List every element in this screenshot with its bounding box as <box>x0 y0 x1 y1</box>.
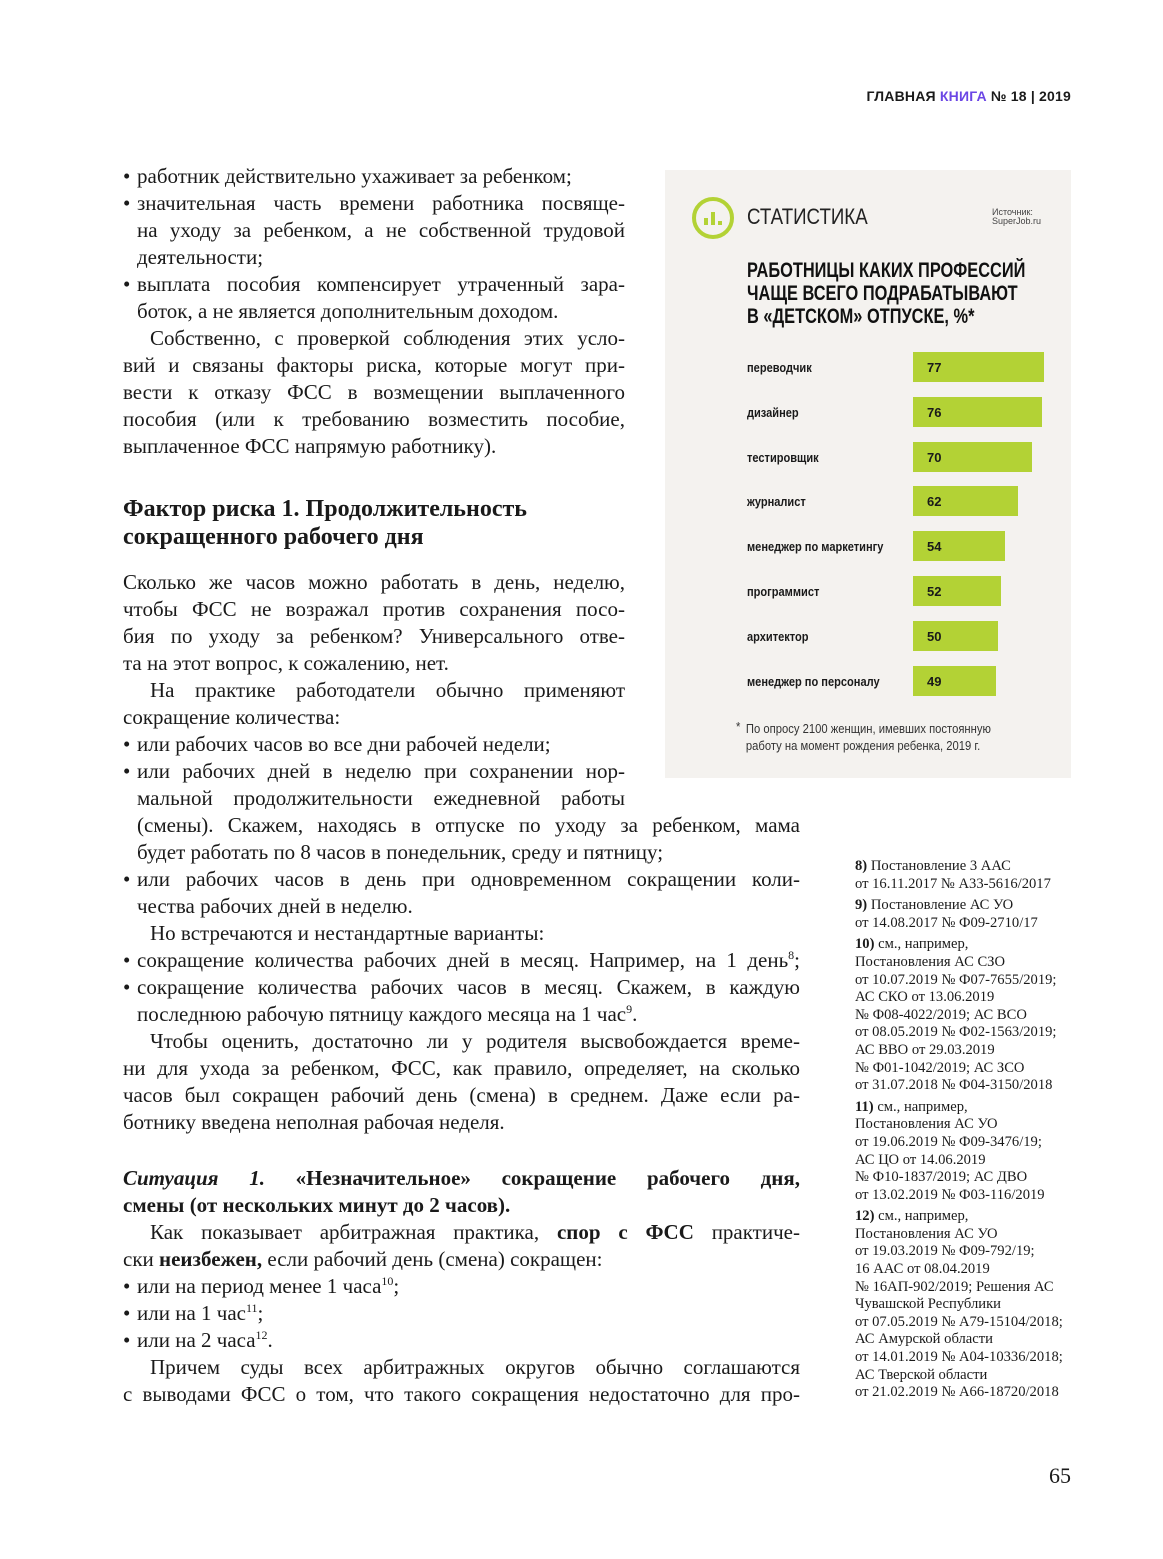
text-line <box>123 352 625 379</box>
text-run: сокращение количества рабочих дней в месяц. Например, на 1 день <box>137 948 789 972</box>
bar-value-label: 52 <box>927 584 942 599</box>
footnote-line: АС ВВО от 29.03.2019 <box>855 1041 995 1058</box>
footnote <box>855 936 1080 1094</box>
text-run: или на 1 час <box>137 1301 246 1325</box>
footnote-number: 10) <box>855 936 875 953</box>
bar-chart-circle-icon <box>692 197 734 239</box>
footnote <box>855 1208 1080 1402</box>
footnote-number: 11) <box>855 1098 874 1115</box>
bar-value-label: 62 <box>927 494 942 510</box>
text-run: . <box>632 1002 638 1026</box>
footnote-number: 12) <box>855 1208 875 1225</box>
bar-row <box>665 397 1071 427</box>
text-run: бия по уходу за ребенком? Универсального отве- <box>123 624 625 648</box>
text-line <box>123 731 625 758</box>
chart-footnote-line: По опросу 2100 женщин, имевших постоянную <box>745 722 991 736</box>
text-run: часов был сокращен рабочий день (смена) в среднем. Даже если ра- <box>123 1083 800 1107</box>
footnote-line: от 07.05.2019 № А79-15104/2018; <box>855 1313 1063 1330</box>
text-run: Но встречаются и нестандартные варианты: <box>150 921 545 945</box>
text-line <box>137 893 800 920</box>
text-run: ботнику введена неполная рабочая неделя. <box>123 1110 505 1134</box>
text-run: или рабочих дней в неделю при сохранении нор- <box>137 759 625 783</box>
text-line <box>123 1028 800 1055</box>
text-run: Чтобы оценить, достаточно ли у родителя высвобождается време- <box>150 1029 800 1053</box>
footnote-line: Постановление АС УО <box>870 897 1014 914</box>
footnote-line: Постановления АС СЗО <box>855 953 1006 970</box>
bar-label: дизайнер <box>747 404 799 420</box>
text-run: или рабочих часов в день при одновременном сокращении коли- <box>137 867 800 891</box>
footnote-line: Чувашской Республики <box>855 1296 1001 1313</box>
footnote-line: от 31.07.2018 № Ф04-3150/2018 <box>855 1077 1053 1094</box>
text-run: Причем суды всех арбитражных округов обычно соглашаются <box>150 1355 800 1379</box>
text-line <box>123 1165 800 1192</box>
text-line <box>123 677 625 704</box>
text-line <box>137 1001 800 1028</box>
text-line <box>123 1300 800 1327</box>
text-line <box>123 379 625 406</box>
text-run: Собственно, с проверкой соблюдения этих усло- <box>150 326 625 350</box>
bar-label: менеджер по персоналу <box>747 673 880 689</box>
footnote-line: от 14.08.2017 № Ф09-2710/17 <box>855 914 1038 931</box>
footnote-line: от 16.11.2017 № А33-5616/2017 <box>855 875 1051 892</box>
text-line <box>123 974 800 1001</box>
bar-label: программист <box>747 584 820 599</box>
text-line <box>137 217 625 244</box>
text-run: чества рабочих дней в неделю. <box>137 894 413 918</box>
bar-label: тестировщик <box>747 449 819 465</box>
text-line <box>123 271 625 298</box>
text-run: Как показывает арбитражная практика, <box>150 1220 557 1244</box>
footnote-ref[interactable]: 11 <box>245 1301 258 1315</box>
text-line <box>123 190 625 217</box>
text-line <box>123 920 800 947</box>
text-line <box>123 866 800 893</box>
footnote-line: АС СКО от 13.06.2019 <box>855 989 995 1006</box>
bar-row <box>665 531 1071 561</box>
bar <box>913 666 996 696</box>
bar-row <box>665 666 1071 696</box>
text-line <box>123 1327 800 1354</box>
bar-label: журналист <box>747 494 806 510</box>
footnote-line: от 13.02.2019 № Ф03-116/2019 <box>855 1186 1045 1203</box>
bar-label: переводчик <box>747 360 812 375</box>
footnote-line: от 19.06.2019 № Ф09-3476/19; <box>855 1133 1042 1150</box>
text-line <box>137 298 625 325</box>
text-run: выплата пособия компенсирует утраченный зара- <box>137 272 625 296</box>
text-line <box>123 758 625 785</box>
text-run: «Незначительное» сокращение рабочего дня, <box>264 1166 801 1190</box>
text-line <box>123 1381 800 1408</box>
footnote-marker: * <box>736 720 741 734</box>
footnote <box>855 1099 1080 1205</box>
text-run: ; <box>393 1274 400 1298</box>
text-run: сокращение количества рабочих часов в месяц. Скажем, в каждую <box>137 975 800 999</box>
text-run: или на 2 часа <box>137 1328 256 1352</box>
text-run: мальной продолжительности ежедневной работы <box>137 786 625 810</box>
text-line <box>123 406 625 433</box>
page-number: 65 <box>1049 1463 1071 1488</box>
statistics-box <box>665 170 1071 778</box>
bar-row <box>665 576 1071 606</box>
footnote-ref[interactable]: 9 <box>626 1002 633 1016</box>
text-run: если рабочий день (смена) сокращен: <box>262 1247 603 1271</box>
bar <box>913 621 998 651</box>
text-run: последнюю рабочую пятницу каждого месяца на 1 час <box>137 1002 627 1026</box>
footnotes <box>855 858 1080 1406</box>
text-run: чтобы ФСС не возражал против сохранения посо- <box>123 597 625 621</box>
chart-footnote <box>736 721 991 755</box>
text-line <box>137 839 800 866</box>
chart-title-line: В «ДЕТСКОМ» ОТПУСКЕ, %* <box>747 305 975 328</box>
text-run: деятельности; <box>137 245 264 269</box>
text-run: неизбежен, <box>159 1247 263 1271</box>
text-run: выплаченное ФСС напрямую работнику). <box>123 434 497 458</box>
text-run: пособия (или к требованию возместить пособие, <box>123 407 625 431</box>
footnote-line: № 16АП-902/2019; Решения АС <box>855 1278 1054 1295</box>
text-line <box>123 433 625 460</box>
text-run: Сколько же часов можно работать в день, неделю, <box>123 570 625 594</box>
text-run: ски <box>123 1247 160 1271</box>
footnote-ref[interactable]: 12 <box>255 1328 268 1342</box>
footnote-line: см., например, <box>878 1208 969 1225</box>
text-run: та на этот вопрос, к сожалению, нет. <box>123 651 449 675</box>
text-line <box>123 325 625 352</box>
footnote-line: АС ЦО от 14.06.2019 <box>855 1151 986 1168</box>
text-line <box>123 163 625 190</box>
footnote-line: от 08.05.2019 № Ф02-1563/2019; <box>855 1024 1057 1041</box>
text-line <box>123 1192 800 1219</box>
footnote-ref[interactable]: 10 <box>381 1274 394 1288</box>
footnote-line: 16 ААС от 08.04.2019 <box>855 1261 990 1278</box>
text-run: вести к отказу ФСС в возмещении выплаченного <box>123 380 625 404</box>
footnote-line: Постановления АС УО <box>855 1225 998 1242</box>
footnote-line: от 21.02.2019 № А66-18720/2018 <box>855 1384 1059 1401</box>
text-run: на уходу за ребенком, а не собственной трудовой <box>137 218 625 242</box>
text-line <box>123 1219 800 1246</box>
text-run: Фактор риска 1. Продолжительность <box>123 496 527 522</box>
text-line <box>137 244 625 271</box>
text-line <box>123 947 800 974</box>
text-run: вий и связаны факторы риска, которые могут при- <box>123 353 625 377</box>
bar-label: менеджер по маркетингу <box>747 539 884 555</box>
text-line <box>123 596 625 623</box>
text-line <box>123 1246 800 1273</box>
text-run: значительная часть времени работника посвяще- <box>137 191 625 215</box>
text-run: или рабочих часов во все дни рабочей недели; <box>137 732 551 756</box>
issue-number: № 18 | 2019 <box>990 88 1071 104</box>
source-value: SuperJob.ru <box>992 216 1042 226</box>
running-header <box>866 88 1071 104</box>
text-run: (смены). Скажем, находясь в отпуске по уходу за ребенком, мама <box>137 813 800 837</box>
text-run: . <box>267 1328 273 1352</box>
text-run: с выводами ФСС о том, что такого сокращения недостаточно для про- <box>123 1382 800 1406</box>
text-line <box>123 623 625 650</box>
text-run: Ситуация 1. <box>123 1166 265 1190</box>
text-line <box>137 785 625 812</box>
text-line <box>123 1055 800 1082</box>
text-line <box>123 569 625 596</box>
footnote-ref[interactable]: 8 <box>788 948 795 962</box>
text-run: боток, а не является дополнительным доходом. <box>137 299 559 323</box>
chart-title <box>747 259 1025 328</box>
bar-value-label: 50 <box>927 628 942 644</box>
footnote-line: Постановления АС УО <box>855 1116 998 1133</box>
footnote-line: № Ф01-1042/2019; АС ЗСО <box>855 1059 1025 1076</box>
bar-value-label: 77 <box>927 360 942 375</box>
text-line <box>123 1273 800 1300</box>
text-run: сокращение количества: <box>123 705 341 729</box>
text-line <box>123 1109 800 1136</box>
footnote-line: от 19.03.2019 № Ф09-792/19; <box>855 1243 1035 1260</box>
source-label: Источник: <box>992 207 1033 217</box>
text-run: работник действительно ухаживает за ребенком; <box>137 164 572 188</box>
section-heading-line <box>123 524 625 551</box>
bar-value-label: 54 <box>927 539 942 555</box>
text-line <box>123 704 625 731</box>
footnote-number: 8) <box>855 858 868 874</box>
chart-title-line: ЧАЩЕ ВСЕГО ПОДРАБАТЫВАЮТ <box>747 282 1018 305</box>
bar-value-label: 49 <box>927 673 942 689</box>
footnote <box>855 897 1080 932</box>
statistics-heading: СТАТИСТИКА <box>747 204 868 229</box>
bar-row <box>665 486 1071 516</box>
source-note <box>992 208 1041 226</box>
text-run: ; <box>794 948 800 972</box>
footnote <box>855 858 1080 893</box>
text-line <box>123 650 625 677</box>
footnote-number: 9) <box>855 897 868 914</box>
footnote-line: № Ф10-1837/2019; АС ДВО <box>855 1169 1028 1186</box>
footnote-line: от 10.07.2019 № Ф07-7655/2019; <box>855 971 1057 988</box>
text-run: спор с ФСС <box>556 1220 694 1244</box>
text-line <box>137 812 800 839</box>
bar-row <box>665 442 1071 472</box>
chart-footnote-line: работу на момент рождения ребенка, 2019 г. <box>745 739 981 753</box>
bar-value-label: 70 <box>927 449 942 465</box>
text-run: сокращенного рабочего дня <box>123 524 424 550</box>
brand-part1: ГЛАВНАЯ <box>866 88 936 104</box>
bar-row <box>665 621 1071 651</box>
brand-part2: КНИГА <box>939 88 987 104</box>
text-line <box>123 1354 800 1381</box>
footnote-line: № Ф08-4022/2019; АС ВСО <box>855 1006 1027 1023</box>
footnote-line: см., например, <box>877 1098 968 1115</box>
text-run: практиче- <box>693 1220 800 1244</box>
text-run: будет работать по 8 часов в понедельник, среду и пятницу; <box>137 840 664 864</box>
text-run: ни для ухода за ребенком, ФСС, как правило, определяет, на сколько <box>123 1056 800 1080</box>
section-heading-line <box>123 496 625 523</box>
text-run: На практике работодатели обычно применяют <box>150 678 625 702</box>
footnote-line: Постановление 3 ААС <box>870 858 1011 874</box>
footnote-line: от 14.01.2019 № А04-10336/2018; <box>855 1349 1063 1366</box>
bar-row <box>665 352 1071 382</box>
bar-value-label: 76 <box>927 404 942 420</box>
text-run: ; <box>257 1301 264 1325</box>
text-line <box>123 1082 800 1109</box>
bar-label: архитектор <box>747 628 809 644</box>
text-run: смены (от нескольких минут до 2 часов). <box>123 1193 511 1217</box>
text-run: или на период менее 1 часа <box>137 1274 382 1298</box>
footnote-line: АС Амурской области <box>855 1331 993 1348</box>
footnote-line: АС Тверской области <box>855 1366 988 1383</box>
chart-title-line: РАБОТНИЦЫ КАКИХ ПРОФЕССИЙ <box>747 259 1026 282</box>
footnote-line: см., например, <box>878 936 969 953</box>
